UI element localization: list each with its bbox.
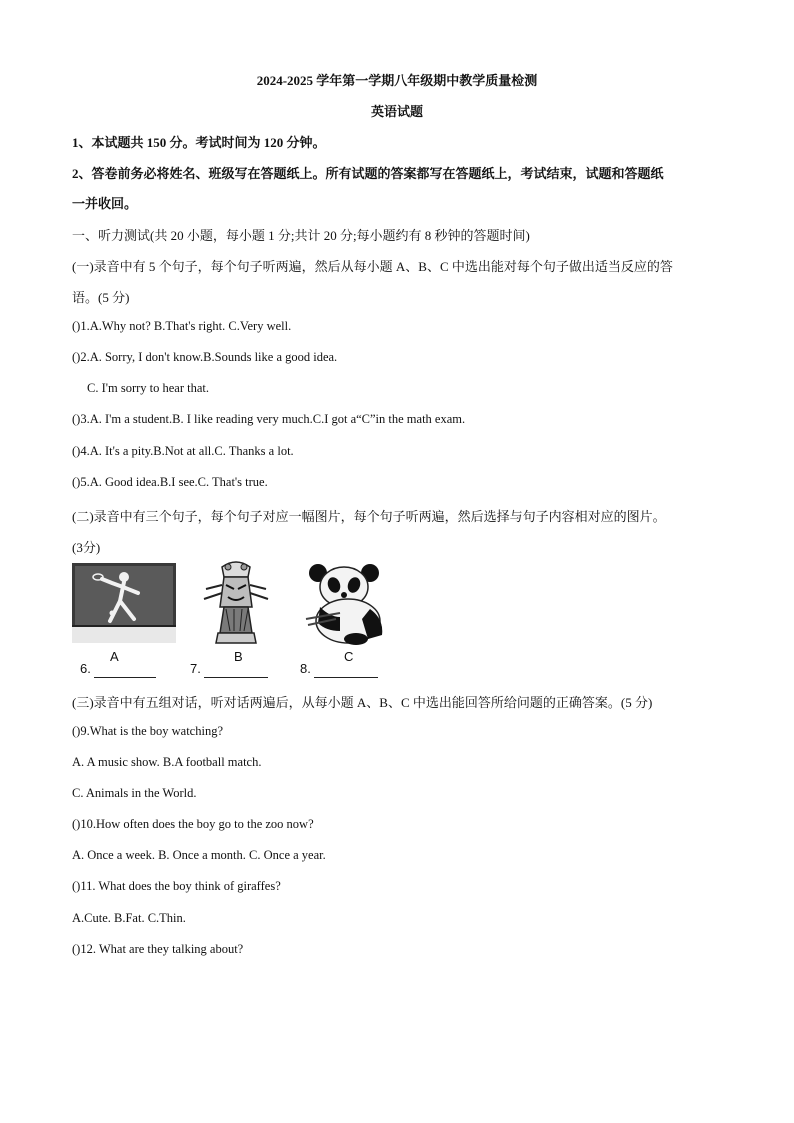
question-9: ()9.What is the boy watching?: [72, 724, 223, 738]
exam-subtitle: 英语试题: [370, 104, 423, 119]
question-3: ()3.A. I'm a student.B. I like reading very much.C.I got a“C”in the math exam.: [72, 412, 466, 426]
question-10-options: A. Once a week. B. Once a month. C. Once a year.: [72, 848, 326, 862]
figure-7-answer-blank[interactable]: [204, 677, 268, 678]
question-1: ()1.A.Why not? B.That's right. C.Very well.: [72, 319, 292, 333]
picture-options: [72, 563, 402, 681]
part1-instruction-cont: 语。(5 分): [72, 290, 130, 305]
figure-c-label: C: [344, 649, 354, 664]
question-9-options-ab: A. A music show. B.A football match.: [72, 755, 262, 769]
figure-6-number: 6.: [80, 661, 91, 676]
instruction-2-cont: 一并收回。: [72, 196, 138, 211]
part2-instruction-cont: (3分): [72, 540, 101, 555]
part1-instruction: (一)录音中有 5 个句子，每个句子听两遍，然后从每小题 A、B、C 中选出能对每个句子做出适当反应的答: [72, 259, 673, 274]
question-11: ()11. What does the boy think of giraffes?: [72, 879, 281, 893]
question-12: ()12. What are they talking about?: [72, 942, 244, 956]
question-10: ()10.How often does the boy go to the zoo now?: [72, 817, 314, 831]
exam-title: 2024-2025 学年第一学期八年级期中教学质量检测: [256, 73, 538, 88]
figure-7-number: 7.: [190, 661, 201, 676]
figure-b-label: B: [234, 649, 243, 664]
instruction-1: 1、本试题共 150 分。考试时间为 120 分钟。: [72, 135, 326, 150]
question-2-option-c: C. I'm sorry to hear that.: [87, 381, 210, 395]
panda-picture: [300, 559, 392, 645]
question-2: ()2.A. Sorry, I don't know.B.Sounds like a good idea.: [72, 350, 338, 364]
question-4: ()4.A. It's a pity.B.Not at all.C. Thanks a lot.: [72, 444, 294, 458]
question-9-option-c: C. Animals in the World.: [72, 786, 197, 800]
figure-8-number: 8.: [300, 661, 311, 676]
instruction-2: 2、答卷前务必将姓名、班级写在答题纸上。所有试题的答案都写在答题纸上，考试结束，试题和答题纸: [72, 166, 664, 181]
question-11-options: A.Cute. B.Fat. C.Thin.: [72, 911, 186, 925]
part2-instruction: (二)录音中有三个句子，每个句子对应一幅图片，每个句子听两遍，然后选择与句子内容相对应的图片。: [72, 509, 666, 524]
figure-a-label: A: [110, 649, 119, 664]
question-5: ()5.A. Good idea.B.I see.C. That's true.: [72, 475, 268, 489]
part3-instruction: (三)录音中有五组对话，听对话两遍后，从每小题 A、B、C 中选出能回答所给问题的正确答案。(5 分): [72, 695, 653, 710]
figure-6-answer-blank[interactable]: [94, 677, 156, 678]
opera-figure-picture: [194, 559, 278, 647]
tennis-player-picture: [72, 563, 176, 643]
figure-8-answer-blank[interactable]: [314, 677, 378, 678]
section-heading: 一、听力测试(共 20 小题，每小题 1 分;共计 20 分;每小题约有 8 秒钟的答题时间): [72, 228, 530, 243]
